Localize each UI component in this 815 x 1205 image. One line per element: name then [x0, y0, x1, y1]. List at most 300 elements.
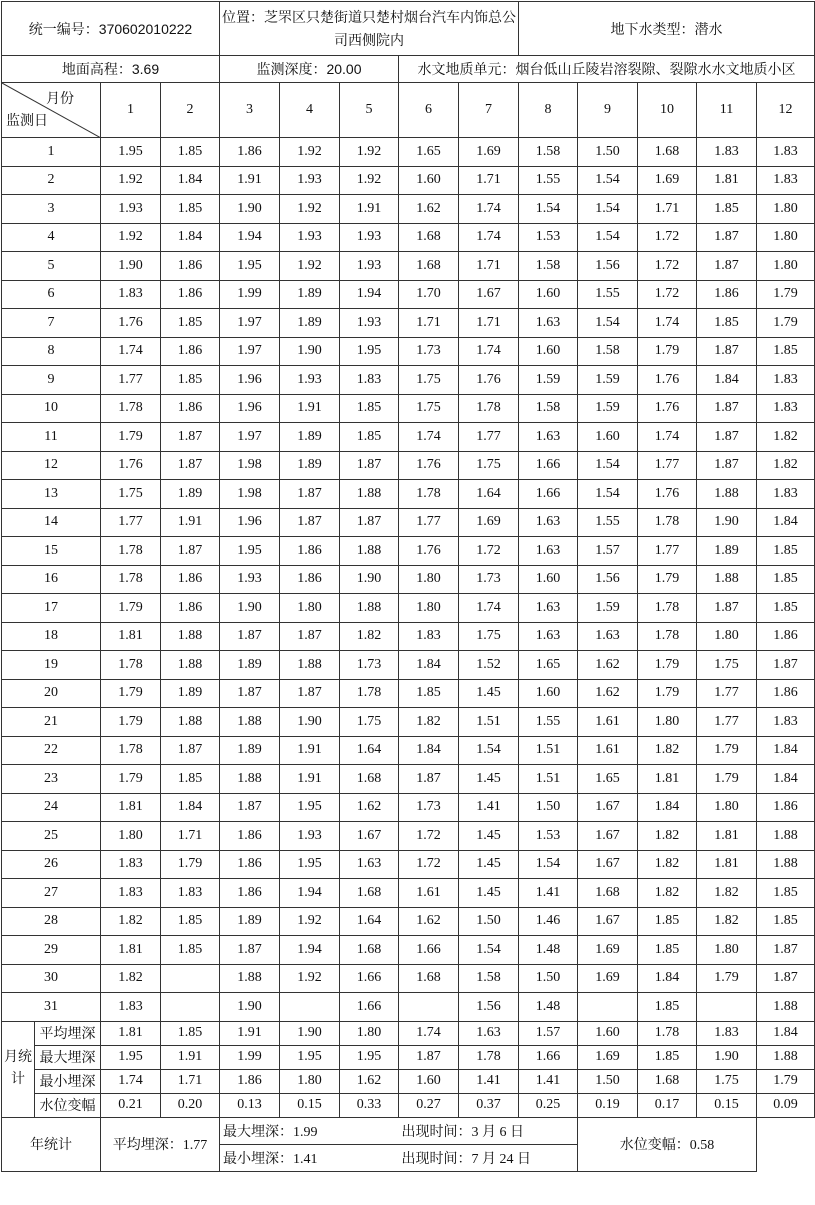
depth-cell: 1.91 [161, 508, 220, 537]
depth-cell: 1.63 [578, 622, 638, 651]
table-row [2, 964, 815, 993]
monthly-stats-group-label: 月统计 [2, 1021, 35, 1117]
depth-cell: 1.83 [101, 879, 161, 908]
ground-elevation: 地面高程：3.69 [2, 56, 220, 83]
depth-cell: 1.68 [638, 138, 697, 167]
table-row [2, 993, 815, 1022]
depth-cell: 1.71 [399, 309, 459, 338]
depth-cell: 1.98 [220, 451, 280, 480]
depth-cell: 1.85 [697, 309, 757, 338]
depth-cell: 1.63 [519, 537, 578, 566]
depth-cell: 1.86 [757, 679, 815, 708]
depth-cell: 1.85 [757, 337, 815, 366]
depth-cell: 1.59 [578, 594, 638, 623]
depth-cell: 1.84 [757, 508, 815, 537]
depth-cell: 1.68 [399, 964, 459, 993]
depth-cell: 1.62 [340, 793, 399, 822]
depth-cell: 1.67 [578, 822, 638, 851]
depth-cell: 1.45 [459, 822, 519, 851]
stat-cell: 1.90 [280, 1021, 340, 1045]
depth-cell: 1.91 [220, 166, 280, 195]
month-header: 6 [399, 83, 459, 138]
depth-cell: 1.46 [519, 907, 578, 936]
depth-cell: 1.83 [340, 366, 399, 395]
depth-cell: 1.79 [638, 651, 697, 680]
depth-cell: 1.63 [519, 423, 578, 452]
stat-cell: 1.62 [340, 1069, 399, 1093]
depth-cell: 1.64 [340, 736, 399, 765]
day-label: 7 [2, 309, 101, 338]
day-label: 25 [2, 822, 101, 851]
depth-cell: 1.85 [161, 936, 220, 965]
depth-cell: 1.88 [340, 480, 399, 509]
depth-cell: 1.65 [519, 651, 578, 680]
depth-cell: 1.92 [340, 138, 399, 167]
depth-cell: 1.50 [519, 793, 578, 822]
depth-cell: 1.82 [757, 451, 815, 480]
depth-cell: 1.72 [459, 537, 519, 566]
stat-cell: 0.15 [280, 1093, 340, 1117]
depth-cell: 1.87 [161, 451, 220, 480]
stat-cell: 0.27 [399, 1093, 459, 1117]
depth-cell: 1.89 [220, 907, 280, 936]
depth-cell: 1.54 [578, 309, 638, 338]
depth-cell: 1.69 [638, 166, 697, 195]
depth-cell: 1.92 [280, 907, 340, 936]
table-row [2, 736, 815, 765]
monthly-stat-row [2, 1021, 815, 1045]
day-label: 21 [2, 708, 101, 737]
depth-cell: 1.99 [220, 280, 280, 309]
depth-cell: 1.82 [101, 964, 161, 993]
depth-cell: 1.83 [757, 394, 815, 423]
depth-cell: 1.87 [697, 594, 757, 623]
depth-cell: 1.69 [578, 964, 638, 993]
depth-cell: 1.87 [220, 936, 280, 965]
depth-cell: 1.85 [340, 394, 399, 423]
table-row [2, 508, 815, 537]
yearly-range: 水位变幅：0.58 [578, 1117, 757, 1171]
depth-cell: 1.80 [638, 708, 697, 737]
depth-cell: 1.86 [280, 537, 340, 566]
depth-cell: 1.79 [697, 765, 757, 794]
depth-cell: 1.82 [638, 850, 697, 879]
depth-cell: 1.77 [101, 508, 161, 537]
depth-cell: 1.54 [519, 195, 578, 224]
depth-cell: 1.55 [578, 508, 638, 537]
depth-cell: 1.50 [578, 138, 638, 167]
depth-cell: 1.93 [101, 195, 161, 224]
depth-cell: 1.45 [459, 679, 519, 708]
depth-cell: 1.86 [161, 394, 220, 423]
depth-cell: 1.45 [459, 765, 519, 794]
day-label: 14 [2, 508, 101, 537]
depth-cell: 1.58 [519, 252, 578, 281]
day-label: 8 [2, 337, 101, 366]
depth-cell: 1.66 [399, 936, 459, 965]
depth-cell: 1.96 [220, 394, 280, 423]
depth-cell: 1.74 [459, 594, 519, 623]
depth-cell: 1.90 [280, 337, 340, 366]
depth-cell: 1.84 [697, 366, 757, 395]
groundwater-type: 地下水类型：潜水 [519, 2, 815, 56]
depth-cell: 1.48 [519, 993, 578, 1022]
depth-cell: 1.91 [280, 394, 340, 423]
depth-cell: 1.77 [101, 366, 161, 395]
depth-cell: 1.67 [578, 850, 638, 879]
depth-cell: 1.84 [638, 793, 697, 822]
month-header: 8 [519, 83, 578, 138]
day-label: 1 [2, 138, 101, 167]
depth-cell: 1.81 [697, 166, 757, 195]
depth-cell: 1.73 [459, 565, 519, 594]
depth-cell: 1.55 [519, 708, 578, 737]
depth-cell: 1.88 [220, 765, 280, 794]
depth-cell: 1.71 [459, 309, 519, 338]
depth-cell: 1.78 [459, 394, 519, 423]
monitoring-depth: 监测深度：20.00 [220, 56, 399, 83]
stat-cell: 0.17 [638, 1093, 697, 1117]
table-row [2, 907, 815, 936]
depth-cell: 1.97 [220, 337, 280, 366]
depth-cell: 1.83 [757, 166, 815, 195]
depth-cell: 1.81 [101, 936, 161, 965]
depth-cell: 1.89 [280, 309, 340, 338]
depth-cell: 1.60 [519, 280, 578, 309]
depth-cell: 1.92 [280, 195, 340, 224]
depth-cell: 1.77 [697, 708, 757, 737]
day-label: 19 [2, 651, 101, 680]
depth-cell: 1.88 [757, 993, 815, 1022]
depth-cell: 1.93 [220, 565, 280, 594]
depth-cell: 1.41 [519, 879, 578, 908]
depth-cell: 1.54 [578, 195, 638, 224]
table-row [2, 822, 815, 851]
depth-cell: 1.89 [220, 651, 280, 680]
monthly-stat-row [2, 1069, 815, 1093]
stat-cell: 1.91 [220, 1021, 280, 1045]
stat-label: 最小埋深 [35, 1069, 101, 1093]
depth-cell: 1.48 [519, 936, 578, 965]
depth-cell: 1.62 [399, 907, 459, 936]
depth-cell: 1.83 [757, 708, 815, 737]
depth-cell: 1.89 [280, 280, 340, 309]
stat-cell: 1.68 [638, 1069, 697, 1093]
depth-cell: 1.58 [519, 138, 578, 167]
depth-cell: 1.68 [578, 879, 638, 908]
day-label: 4 [2, 223, 101, 252]
depth-cell: 1.81 [101, 622, 161, 651]
depth-cell: 1.66 [340, 993, 399, 1022]
month-header: 9 [578, 83, 638, 138]
month-header: 7 [459, 83, 519, 138]
month-header: 10 [638, 83, 697, 138]
depth-cell: 1.80 [757, 195, 815, 224]
stat-label: 最大埋深 [35, 1045, 101, 1069]
depth-cell: 1.60 [519, 337, 578, 366]
depth-cell: 1.80 [280, 594, 340, 623]
depth-cell: 1.58 [519, 394, 578, 423]
depth-cell: 1.88 [340, 537, 399, 566]
depth-cell: 1.75 [101, 480, 161, 509]
depth-cell: 1.75 [697, 651, 757, 680]
depth-cell: 1.85 [757, 565, 815, 594]
day-label: 15 [2, 537, 101, 566]
stat-cell: 1.71 [161, 1069, 220, 1093]
depth-cell: 1.85 [399, 679, 459, 708]
depth-cell: 1.88 [697, 480, 757, 509]
depth-cell: 1.58 [459, 964, 519, 993]
depth-cell: 1.87 [340, 508, 399, 537]
depth-cell: 1.56 [578, 565, 638, 594]
depth-cell: 1.81 [697, 850, 757, 879]
table-row [2, 793, 815, 822]
depth-cell: 1.79 [101, 765, 161, 794]
table-row [2, 537, 815, 566]
depth-cell: 1.87 [697, 252, 757, 281]
header-row-2 [2, 56, 815, 83]
depth-cell: 1.95 [220, 537, 280, 566]
depth-cell: 1.79 [101, 679, 161, 708]
month-header: 12 [757, 83, 815, 138]
stat-cell: 1.79 [757, 1069, 815, 1093]
depth-cell: 1.79 [101, 708, 161, 737]
depth-cell: 1.71 [459, 166, 519, 195]
depth-cell: 1.55 [578, 280, 638, 309]
corner-header [2, 83, 101, 138]
depth-cell: 1.85 [757, 537, 815, 566]
stat-cell: 0.15 [697, 1093, 757, 1117]
day-label: 3 [2, 195, 101, 224]
stat-cell: 1.95 [340, 1045, 399, 1069]
depth-cell: 1.77 [638, 451, 697, 480]
day-label: 13 [2, 480, 101, 509]
depth-cell: 1.82 [638, 879, 697, 908]
depth-cell: 1.78 [399, 480, 459, 509]
depth-cell: 1.81 [101, 793, 161, 822]
day-label: 28 [2, 907, 101, 936]
depth-cell: 1.86 [757, 622, 815, 651]
table-row [2, 451, 815, 480]
depth-cell [697, 993, 757, 1022]
depth-cell: 1.80 [697, 936, 757, 965]
depth-cell: 1.83 [101, 280, 161, 309]
table-row [2, 850, 815, 879]
depth-cell: 1.87 [161, 537, 220, 566]
day-label: 30 [2, 964, 101, 993]
depth-cell: 1.84 [757, 765, 815, 794]
depth-cell: 1.86 [161, 252, 220, 281]
stat-cell: 1.57 [519, 1021, 578, 1045]
depth-cell: 1.50 [459, 907, 519, 936]
day-label: 9 [2, 366, 101, 395]
stat-cell: 1.87 [399, 1045, 459, 1069]
depth-cell: 1.85 [161, 765, 220, 794]
depth-cell: 1.74 [638, 423, 697, 452]
stat-cell: 1.80 [340, 1021, 399, 1045]
table-row [2, 337, 815, 366]
depth-cell: 1.45 [459, 879, 519, 908]
depth-cell: 1.88 [757, 822, 815, 851]
table-row [2, 166, 815, 195]
depth-cell: 1.63 [519, 622, 578, 651]
depth-cell: 1.76 [638, 366, 697, 395]
depth-cell: 1.97 [220, 423, 280, 452]
depth-cell: 1.95 [340, 337, 399, 366]
corner-month-label: 月份 [46, 92, 74, 107]
depth-cell: 1.85 [638, 907, 697, 936]
depth-cell: 1.63 [340, 850, 399, 879]
depth-cell: 1.82 [399, 708, 459, 737]
stat-cell: 0.09 [757, 1093, 815, 1117]
stat-cell: 0.25 [519, 1093, 578, 1117]
depth-cell: 1.54 [578, 451, 638, 480]
depth-cell: 1.54 [578, 480, 638, 509]
depth-cell: 1.88 [220, 964, 280, 993]
depth-cell: 1.80 [101, 822, 161, 851]
depth-cell: 1.89 [220, 736, 280, 765]
depth-cell: 1.90 [220, 195, 280, 224]
month-header: 3 [220, 83, 280, 138]
depth-cell: 1.61 [578, 708, 638, 737]
day-label: 11 [2, 423, 101, 452]
depth-cell: 1.76 [638, 394, 697, 423]
depth-cell: 1.75 [399, 366, 459, 395]
stat-cell: 1.95 [280, 1045, 340, 1069]
depth-cell: 1.65 [578, 765, 638, 794]
depth-cell: 1.73 [340, 651, 399, 680]
day-label: 31 [2, 993, 101, 1022]
depth-cell: 1.86 [161, 565, 220, 594]
depth-cell: 1.88 [757, 850, 815, 879]
depth-cell: 1.78 [101, 537, 161, 566]
yearly-avg-depth: 平均埋深：1.77 [101, 1117, 220, 1171]
depth-cell: 1.92 [101, 223, 161, 252]
stat-cell: 1.78 [459, 1045, 519, 1069]
depth-cell: 1.51 [519, 736, 578, 765]
depth-cell: 1.69 [578, 936, 638, 965]
depth-cell: 1.84 [161, 793, 220, 822]
stat-cell: 0.20 [161, 1093, 220, 1117]
depth-cell [161, 964, 220, 993]
depth-cell: 1.54 [578, 223, 638, 252]
day-label: 22 [2, 736, 101, 765]
depth-cell: 1.90 [220, 594, 280, 623]
depth-cell: 1.87 [220, 679, 280, 708]
yearly-min-depth: 最小埋深：1.41 [220, 1144, 399, 1171]
stat-cell: 0.13 [220, 1093, 280, 1117]
table-row [2, 195, 815, 224]
depth-cell: 1.88 [340, 594, 399, 623]
depth-cell: 1.58 [578, 337, 638, 366]
depth-cell: 1.85 [161, 138, 220, 167]
depth-cell: 1.93 [340, 223, 399, 252]
depth-cell: 1.90 [697, 508, 757, 537]
depth-cell: 1.89 [280, 423, 340, 452]
corner-day-label: 监测日 [6, 114, 48, 129]
table-row [2, 423, 815, 452]
depth-cell: 1.74 [459, 195, 519, 224]
depth-cell: 1.81 [697, 822, 757, 851]
depth-cell: 1.86 [697, 280, 757, 309]
depth-cell: 1.83 [697, 138, 757, 167]
depth-cell: 1.88 [280, 651, 340, 680]
depth-cell: 1.87 [161, 423, 220, 452]
depth-cell: 1.54 [519, 850, 578, 879]
depth-cell: 1.88 [161, 622, 220, 651]
depth-cell: 1.78 [101, 651, 161, 680]
depth-cell: 1.54 [459, 936, 519, 965]
depth-cell: 1.63 [519, 309, 578, 338]
depth-cell: 1.83 [161, 879, 220, 908]
depth-cell: 1.87 [340, 451, 399, 480]
depth-cell: 1.87 [161, 736, 220, 765]
depth-cell: 1.85 [757, 594, 815, 623]
day-label: 29 [2, 936, 101, 965]
depth-cell: 1.69 [459, 508, 519, 537]
depth-cell: 1.77 [399, 508, 459, 537]
depth-cell: 1.76 [399, 451, 459, 480]
day-label: 2 [2, 166, 101, 195]
depth-cell: 1.96 [220, 366, 280, 395]
depth-cell: 1.72 [399, 822, 459, 851]
day-label: 24 [2, 793, 101, 822]
stat-cell: 1.69 [578, 1045, 638, 1069]
stat-cell: 1.41 [459, 1069, 519, 1093]
stat-cell: 1.84 [757, 1021, 815, 1045]
depth-cell: 1.76 [101, 309, 161, 338]
depth-cell: 1.68 [340, 936, 399, 965]
depth-cell: 1.83 [757, 480, 815, 509]
depth-cell: 1.85 [340, 423, 399, 452]
stat-cell: 1.83 [697, 1021, 757, 1045]
depth-cell: 1.86 [220, 850, 280, 879]
depth-cell: 1.93 [340, 252, 399, 281]
depth-cell: 1.86 [757, 793, 815, 822]
stat-cell: 1.88 [757, 1045, 815, 1069]
depth-cell: 1.80 [399, 594, 459, 623]
depth-cell: 1.60 [519, 565, 578, 594]
depth-cell: 1.94 [280, 936, 340, 965]
stat-cell: 1.66 [519, 1045, 578, 1069]
stat-cell: 1.75 [697, 1069, 757, 1093]
depth-cell: 1.60 [399, 166, 459, 195]
month-header: 2 [161, 83, 220, 138]
depth-cell: 1.61 [399, 879, 459, 908]
table-row [2, 708, 815, 737]
station-id: 统一编号：370602010222 [2, 2, 220, 56]
depth-cell: 1.41 [459, 793, 519, 822]
depth-cell: 1.74 [459, 337, 519, 366]
day-label: 17 [2, 594, 101, 623]
depth-cell: 1.75 [459, 622, 519, 651]
table-row [2, 252, 815, 281]
yearly-max-time: 出现时间：3 月 6 日 [399, 1117, 578, 1144]
depth-cell: 1.85 [161, 907, 220, 936]
depth-cell [161, 993, 220, 1022]
yearly-min-time: 出现时间：7 月 24 日 [399, 1144, 578, 1171]
stat-cell: 0.37 [459, 1093, 519, 1117]
depth-cell: 1.73 [399, 793, 459, 822]
monthly-stat-row [2, 1093, 815, 1117]
depth-cell: 1.56 [459, 993, 519, 1022]
depth-cell: 1.93 [280, 366, 340, 395]
depth-cell: 1.71 [161, 822, 220, 851]
depth-cell: 1.63 [519, 594, 578, 623]
depth-cell: 1.87 [220, 622, 280, 651]
depth-cell: 1.84 [161, 223, 220, 252]
stat-cell: 1.60 [578, 1021, 638, 1045]
